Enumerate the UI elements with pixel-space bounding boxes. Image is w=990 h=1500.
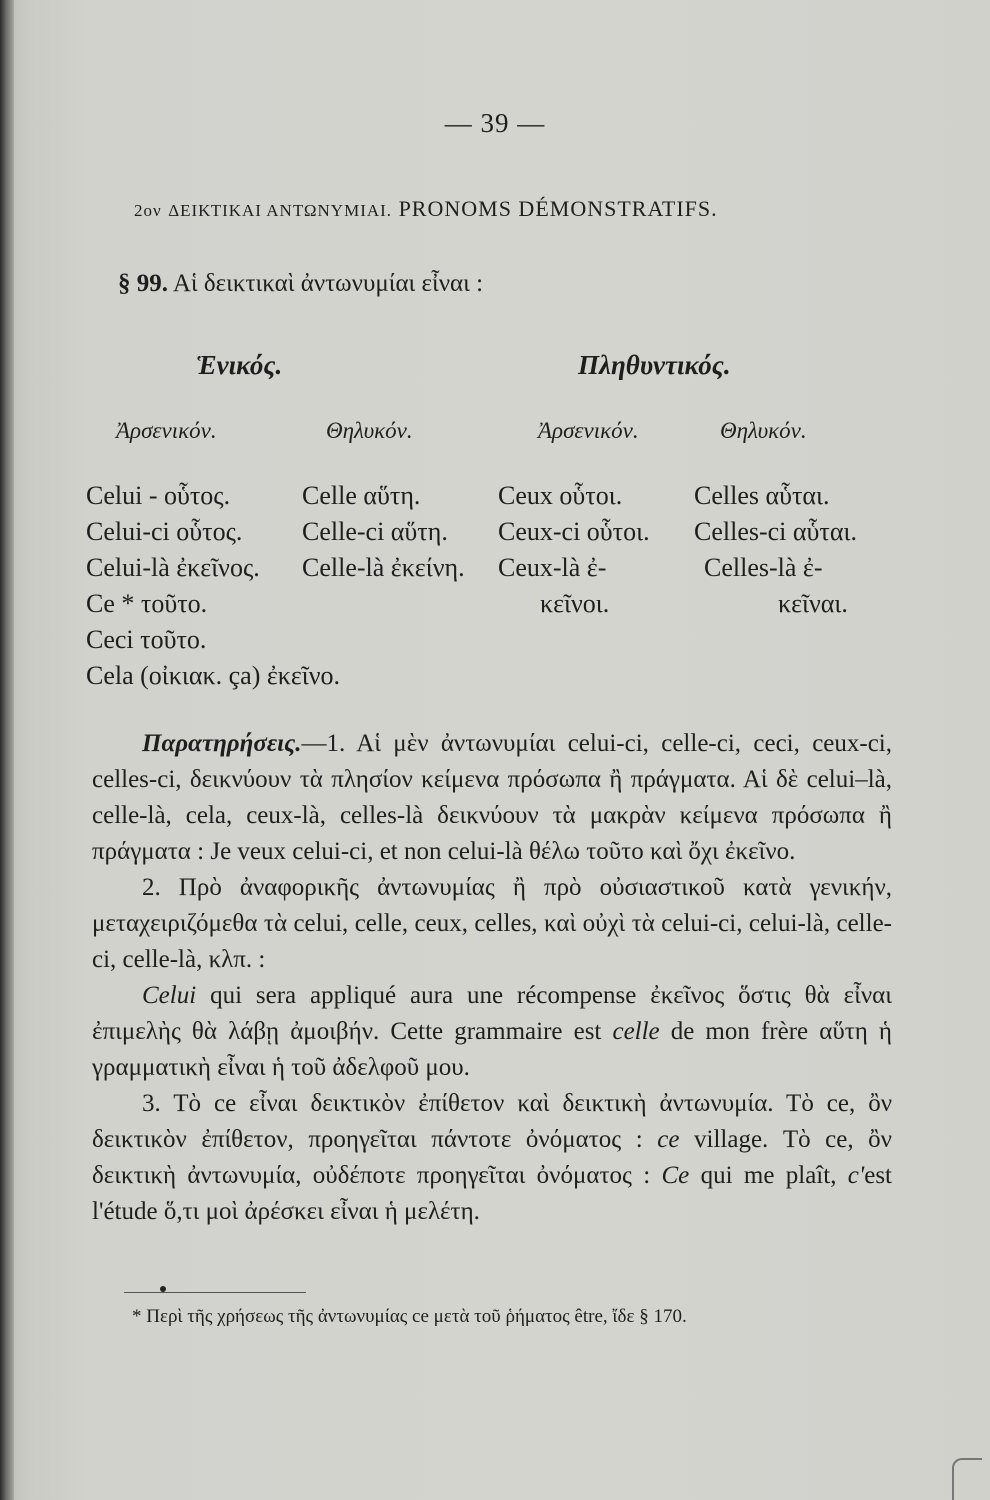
- example-text: qui sera appliqué aura une récompense ἐκεῖνος ὅστις θὰ εἶναι ἐπιμελὴς θὰ λάβῃ ἀμοιβήν. Cette grammaire est: [92, 982, 892, 1045]
- remark-2: 2. Πρὸ ἀναφορικῆς ἀντωνυμίας ἢ πρὸ οὐσιαστικοῦ κατὰ γενικήν, μεταχειριζόμεθα τὰ celui, celle, ceux, celles, καὶ οὐχὶ τὰ celui-ci, celui-là, celle-ci, celle-là, κλπ. :: [92, 874, 892, 973]
- paragraph-text: Αἱ δεικτικαὶ ἀντωνυμίαι εἶναι :: [172, 270, 484, 297]
- subheader-fem-plural: Θηλυκόν.: [720, 418, 807, 443]
- remarks-section: [92, 726, 892, 1230]
- table-cell: κεῖναι.: [778, 589, 848, 618]
- remark-3: [92, 1086, 892, 1230]
- example-text: de mon frère αὕτη ἡ γραμματικὴ εἶναι ἡ τοῦ ἀδελφοῦ μου.: [92, 1018, 892, 1081]
- table-cell: Celles-ci αὗται.: [694, 517, 857, 546]
- ink-dot: [160, 1286, 166, 1292]
- column-masc-plural: [498, 478, 650, 622]
- section-title: [134, 196, 894, 222]
- page-number: — 39 —: [444, 108, 546, 138]
- table-cell: Celle αὕτη.: [302, 481, 421, 510]
- paragraph-99: [118, 270, 483, 298]
- example-word: Celui: [142, 982, 197, 1009]
- column-fem-plural: [694, 478, 857, 622]
- table-cell: Ceux-ci οὗτοι.: [498, 517, 650, 546]
- subheader-fem-singular: Θηλυκόν.: [326, 418, 413, 443]
- table-cell: Ceux-là ἐ-: [498, 553, 607, 582]
- page-binding-edge: [0, 0, 14, 1500]
- table-cell: Ce * τοῦτο.: [86, 589, 208, 618]
- table-cell: Celles-là ἐ-: [704, 553, 823, 582]
- footnote-rule: [124, 1292, 306, 1293]
- example-word: celle: [612, 1018, 660, 1045]
- remark-3-text: 3. Τὸ ce εἶναι δεικτικὸν ἐπίθετον καὶ δεικτικὴ ἀντωνυμία. Τὸ ce, ὂν δεικτικὸν ἐπίθετον, προηγεῖται πάντοτε ὀνόματος :: [92, 1090, 892, 1153]
- section-ordinal: 2ον: [134, 201, 162, 220]
- table-cell: Celle-ci αὕτη.: [302, 517, 448, 546]
- section-title-french: PRONOMS DÉMONSTRATIFS.: [398, 196, 718, 221]
- table-cell: κεῖνοι.: [540, 589, 610, 618]
- example-word: ce: [657, 1126, 680, 1153]
- singular-header: Ἑνικός.: [196, 350, 283, 380]
- table-cell: Celle-là ἐκείνη.: [302, 553, 465, 582]
- page-corner-edge: [952, 1458, 982, 1500]
- remark-example: [92, 978, 892, 1086]
- table-cell: Celles αὗται.: [694, 481, 830, 510]
- table-cell: Cela (οἰκιακ. ça) ἐκεῖνο.: [86, 661, 341, 690]
- example-word: c': [847, 1162, 865, 1189]
- plural-header: Πληθυντικός.: [578, 350, 731, 380]
- table-cell: Ceux οὗτοι.: [498, 481, 623, 510]
- column-fem-singular: [302, 478, 465, 586]
- section-title-greek: ΔΕΙΚΤΙΚΑΙ ΑΝΤΩΝΥΜΙΑΙ.: [168, 201, 393, 220]
- remark-3-text: est l'étude ὅ,τι μοὶ ἀρέσκει εἶναι ἡ μελέτη.: [92, 1162, 893, 1225]
- table-cell: Ceci τοῦτο.: [86, 625, 207, 654]
- remark-3-text: qui me plaît,: [689, 1162, 848, 1189]
- footnote: * Περὶ τῆς χρήσεως τῆς ἀντωνυμίας ce μετὰ τοῦ ῥήματος être, ἴδε § 170.: [132, 1306, 687, 1327]
- table-cell: Celui-ci οὗτος.: [86, 517, 243, 546]
- subheader-masc-singular: Ἀρσενικόν.: [116, 418, 217, 443]
- table-cell: Celui-là ἐκεῖνος.: [86, 553, 260, 582]
- remark-1-text: —1. Αἱ μὲν ἀντωνυμίαι celui-ci, celle-ci, ceci, ceux-ci, celles-ci, δεικνύουν τὰ πλησίον κείμενα πρόσωπα ἢ πράγματα. Αἱ δὲ celui–là, celle-là, cela, ceux-là, celles-là δεικνύουν τὰ μακρὰν κείμενα πρόσωπα ἢ πράγματα : Je veux celui-ci, et non celui-là θέλω τοῦτο καὶ ὄχι ἐκεῖνο.: [92, 730, 892, 865]
- remark-1: [92, 726, 892, 870]
- example-word: Ce: [661, 1162, 690, 1189]
- table-cell: Celui - οὗτος.: [86, 481, 231, 510]
- paragraph-number: § 99.: [118, 270, 168, 297]
- subheader-masc-plural: Ἀρσενικόν.: [538, 418, 639, 443]
- remarks-heading: Παρατηρήσεις.: [142, 730, 302, 757]
- remark-3-text: village. Τὸ ce, ὂν δεικτικὴ ἀντωνυμία, οὐδέποτε προηγεῖται ὀνόματος :: [92, 1126, 892, 1189]
